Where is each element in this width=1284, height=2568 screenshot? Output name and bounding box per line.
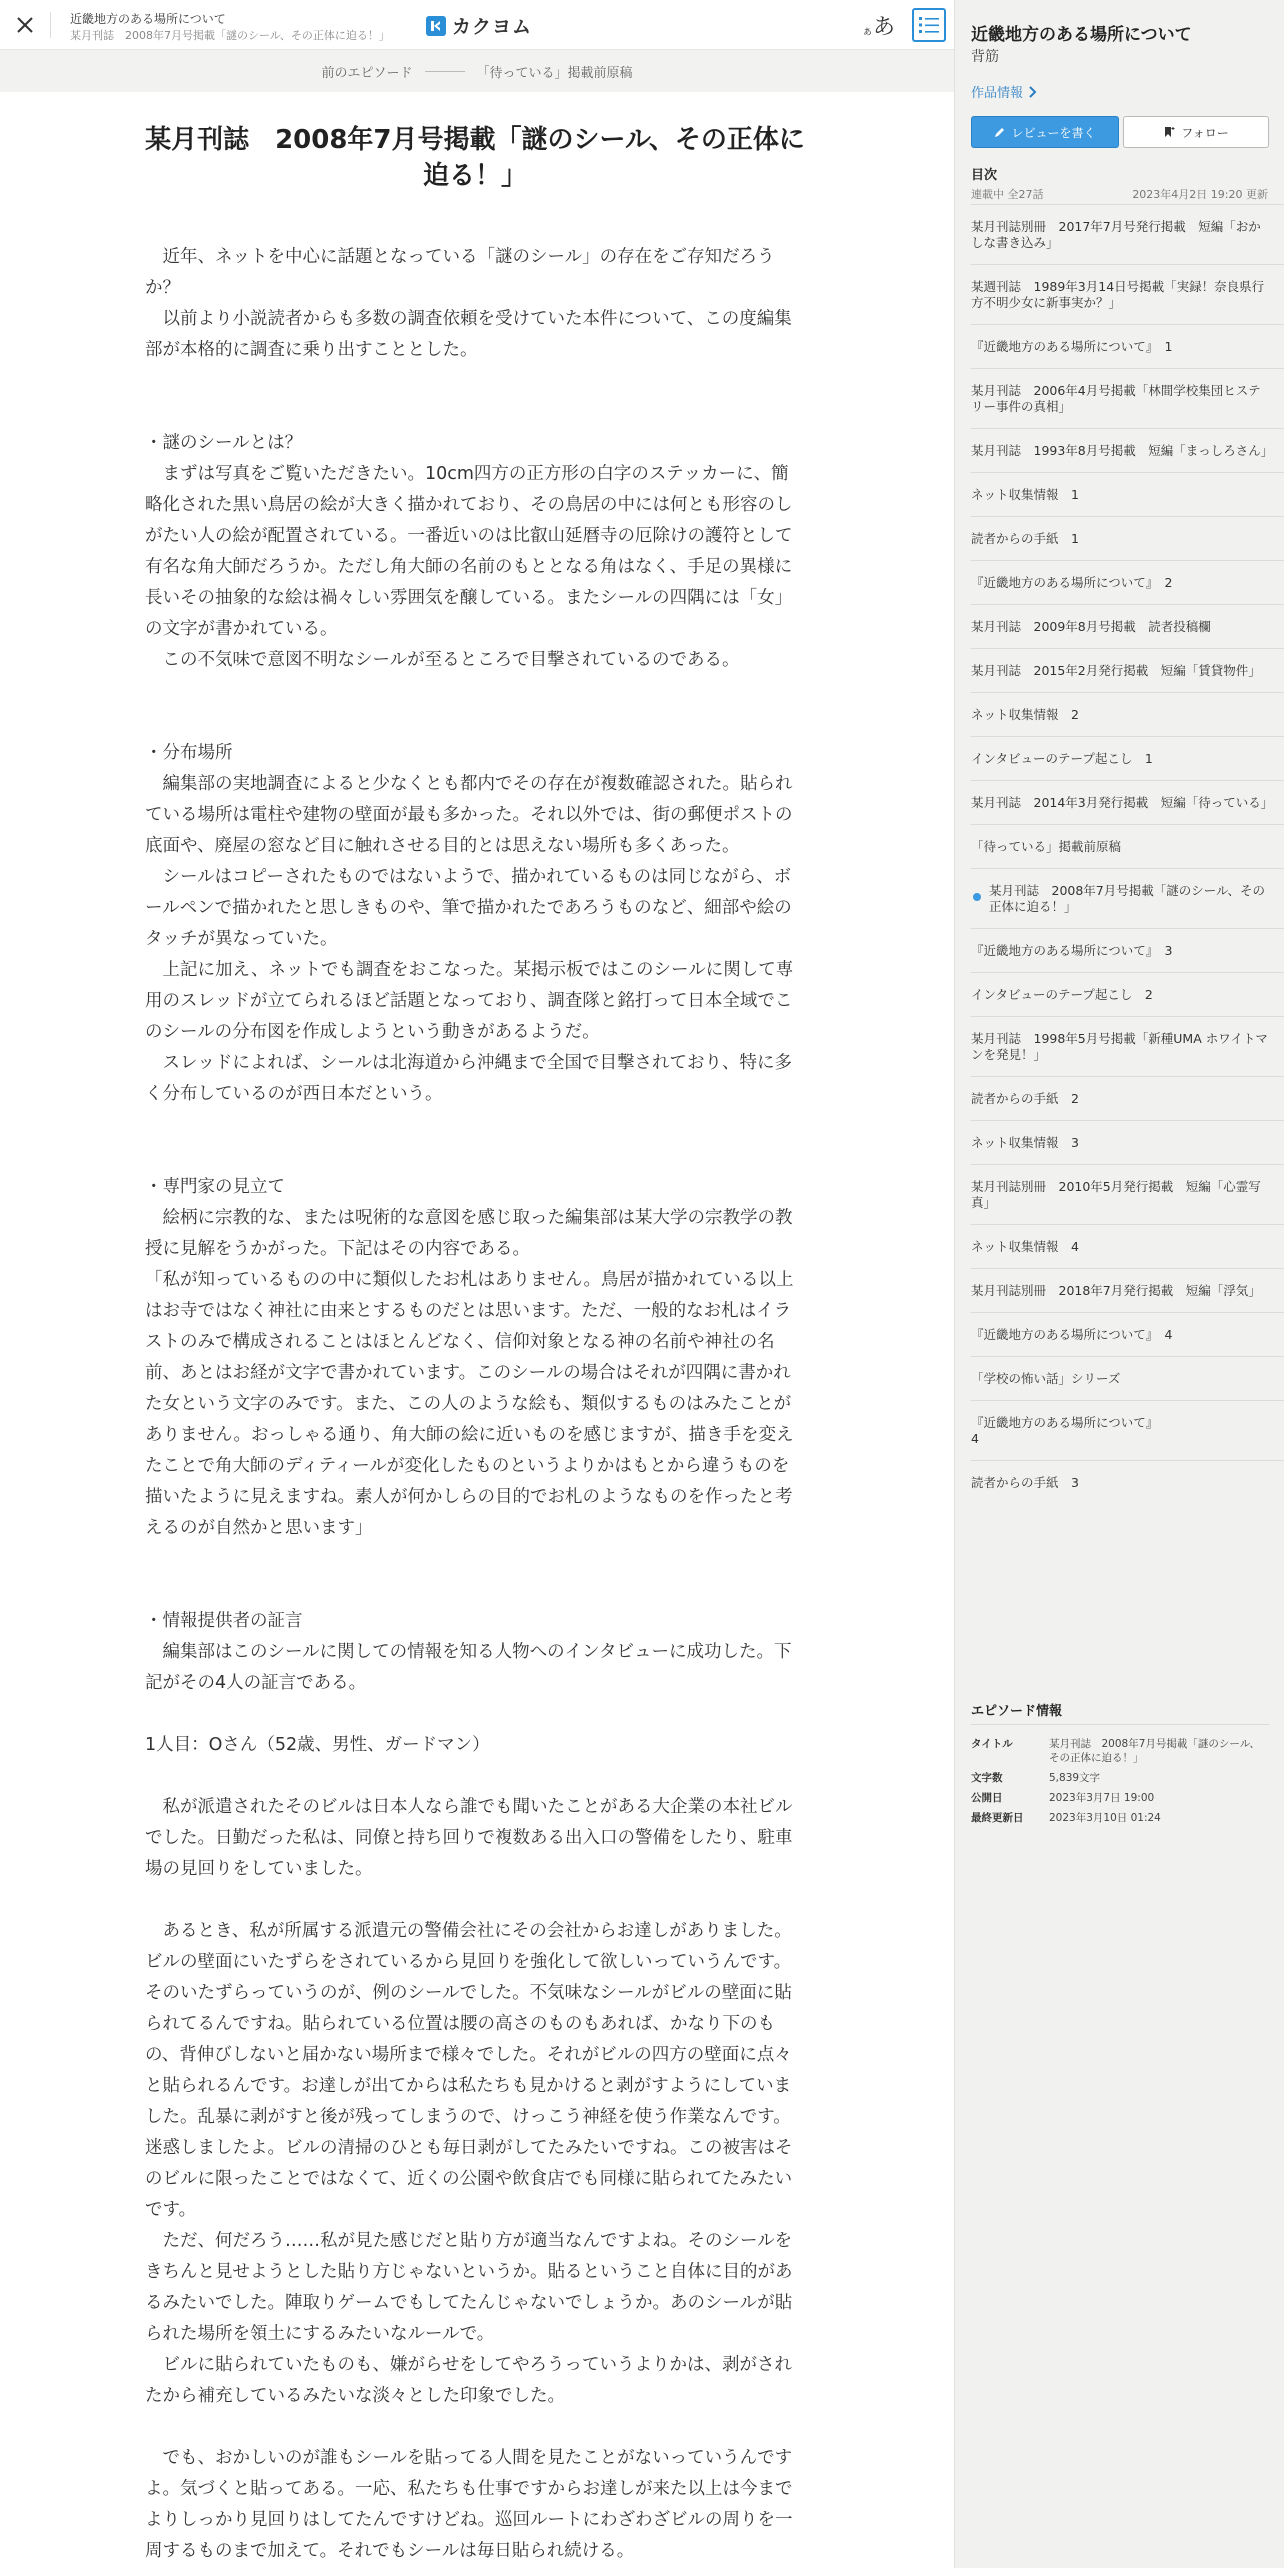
body-paragraph: スレッドによれば、シールは北海道から沖縄まで全国で目撃されており、特に多く分布しているのが西日本だという。	[145, 1053, 792, 1104]
sidebar-author[interactable]: 背筋	[971, 49, 999, 65]
header-episode-title: 某月刊誌 2008年7月号掲載「謎のシール、その正体に迫る！」	[70, 29, 390, 42]
toc-item-label: 「待っている」掲載前原稿	[971, 839, 1122, 854]
toc-item-label: インタビューのテープ起こし 2	[971, 987, 1153, 1002]
toc-item-label: インタビューのテープ起こし 1	[971, 751, 1153, 766]
write-review-button[interactable]	[971, 116, 1119, 148]
toc-item[interactable]	[971, 648, 1284, 692]
header-divider	[50, 12, 51, 38]
episode-info-value: 5,839文字	[1049, 1772, 1101, 1784]
header-work-title[interactable]: 近畿地方のある場所について	[70, 12, 226, 26]
body-paragraph: 私が派遣されたそのビルは日本人なら誰でも聞いたことがある大企業の本社ビルでした。日勤だった私は、同僚と持ち回りで複数ある出入口の警備をしたり、駐車場の見回りをしていました。	[145, 1797, 793, 1879]
toc-item-label: ネット収集情報 2	[971, 707, 1079, 722]
toc-item[interactable]	[971, 824, 1284, 868]
toc-item-label: 某月刊誌別冊 2018年7月発行掲載 短編「浮気」	[971, 1283, 1261, 1298]
toc-item[interactable]	[971, 368, 1284, 428]
episode-info-row	[971, 1737, 1269, 1765]
body-paragraph: ・謎のシールとは？	[145, 433, 303, 453]
episode-body	[0, 92, 954, 2568]
episode-info-row	[971, 1791, 1269, 1805]
toc-item[interactable]	[971, 1120, 1284, 1164]
toc-item[interactable]	[971, 428, 1284, 472]
body-paragraph: 1人目：Oさん（52歳、男性、ガードマン）	[145, 1735, 490, 1755]
font-size-button[interactable]	[862, 10, 895, 41]
toc-item[interactable]	[971, 780, 1284, 824]
toc-item-label: 某月刊誌別冊 2010年5月発行掲載 短編「心霊写真」	[971, 1179, 1261, 1210]
toc-sidebar	[954, 0, 1284, 2568]
body-paragraph	[145, 2412, 795, 2443]
reader-header	[0, 0, 954, 50]
episode-info-key: 文字数	[971, 1772, 1003, 1784]
toc-item[interactable]	[971, 560, 1284, 604]
episode-info-key: タイトル	[971, 1738, 1013, 1750]
toc-item-label: 某週刊誌 1989年3月14日号掲載「実録！奈良県行方不明少女に新事実か？」	[971, 279, 1265, 310]
body-paragraph: ・情報提供者の証言	[145, 1611, 303, 1631]
body-paragraph: でも、おかしいのが誰もシールを貼ってる人間を見たことがないっていうんですよ。気づくと貼ってある。一応、私たちも仕事ですからお達しが来た以上は今までよりしっかり見回りはしてたんですけどね。巡回ルートにわざわざビルの周りを一周するものまで加えて。それでもシールは毎日貼られ続ける。	[145, 2448, 793, 2561]
body-paragraph: ・分布場所	[145, 743, 233, 763]
follow-button[interactable]	[1123, 116, 1269, 148]
logo-mark-icon	[426, 16, 446, 36]
work-info-label: 作品情報	[971, 86, 1024, 101]
body-paragraph: シールはコピーされたものではないようで、描かれているものは同じながら、ボールペンで描かれたと思しきものや、筆で描かれたであろうものなど、細部や絵のタッチが異なっていた。	[145, 867, 792, 949]
episode-info-value: 2023年3月10日 01:24	[1049, 1812, 1161, 1824]
body-paragraph	[145, 1575, 795, 1606]
work-info-link[interactable]	[971, 82, 1037, 101]
body-paragraph: あるとき、私が所属する派遣元の警備会社にその会社からお達しがありました。ビルの壁面にいたずらをされているから見回りを強化して欲しいっていうんです。そのいたずらっていうのが、例のシールでした。不気味なシールがビルの壁面に貼られてるんですね。貼られている位置は腰の高さのものもあれば、かなり下のもの、背伸びしないと届かない場所まで様々でした。それがビルの四方の壁面に点々と貼られるんです。お達しが出てからは私たちも見かけると剥がすようにしていました。乱暴に剥がすと後が残ってしまうので、けっこう神経を使う作業なんです。迷惑しましたよ。ビルの清掃のひとも毎日剥がしてたみたいですね。この被害はそのビルに限ったことではなくて、近くの公園や飲食店でも同様に貼られてたみたいです。	[145, 1921, 793, 2220]
toc-item[interactable]	[971, 1312, 1284, 1356]
body-paragraph	[145, 1141, 795, 1172]
toc-list-icon	[914, 10, 944, 40]
toc-item[interactable]	[971, 1016, 1284, 1076]
body-paragraph: 絵柄に宗教的な、または呪術的な意図を感じ取った編集部は某大学の宗教学の教授に見解をうかがった。下記はその内容である。	[145, 1208, 793, 1259]
current-episode-dot-icon	[973, 893, 981, 901]
logo-text: カクヨム	[452, 16, 533, 38]
toc-item[interactable]	[971, 516, 1284, 560]
close-icon	[12, 12, 38, 38]
toc-item-label: 読者からの手紙 2	[971, 1091, 1079, 1106]
follow-label: フォロー	[1181, 125, 1229, 140]
toc-item-label: 『近畿地方のある場所について』 2	[971, 575, 1173, 590]
toc-item-label: 某月刊誌 2008年7月号掲載「謎のシール、その正体に迫る！」	[989, 883, 1266, 914]
toc-item-label: ネット収集情報 1	[971, 487, 1079, 502]
font-small-glyph: ぁ	[862, 24, 873, 37]
toc-item-label: 『近畿地方のある場所について』 1	[971, 339, 1173, 354]
body-paragraph: ・専門家の見立て	[145, 1177, 285, 1197]
toc-item-label: 某月刊誌別冊 2017年7月号発行掲載 短編「おかしな書き込み」	[971, 219, 1261, 250]
episode-info-heading: エピソード情報	[971, 1704, 1063, 1719]
toc-item-label: 読者からの手紙 3	[971, 1475, 1079, 1490]
previous-episode-link[interactable]	[0, 50, 954, 92]
episode-text	[145, 242, 795, 2567]
close-button[interactable]	[12, 12, 38, 38]
episode-info-table	[971, 1724, 1269, 1831]
toc-item-label: 『近畿地方のある場所について』 4	[971, 1415, 1159, 1446]
episode-info-value: 2023年3月7日 19:00	[1049, 1792, 1155, 1804]
toc-item[interactable]	[971, 1224, 1284, 1268]
body-paragraph: 編集部の実地調査によると少なくとも都内でその存在が複数確認された。貼られている場所は電柱や建物の壁面が最も多かった。それ以外では、街の郵便ポストの底面や、廃屋の窓など目に触れさせる目的とは思えない場所も多くあった。	[145, 774, 793, 856]
last-updated: 2023年4月2日 19:20 更新	[1132, 188, 1268, 201]
episode-info-row	[971, 1771, 1269, 1785]
body-paragraph	[145, 1110, 795, 1141]
prev-episode-label: 前のエピソード	[321, 65, 413, 81]
toc-heading: 目次	[971, 168, 998, 183]
body-paragraph	[145, 1699, 795, 1730]
toc-item-label: 『近畿地方のある場所について』 4	[971, 1327, 1173, 1342]
body-paragraph	[145, 366, 795, 397]
toc-item[interactable]	[971, 1268, 1284, 1312]
sidebar-work-title[interactable]: 近畿地方のある場所について	[971, 25, 1192, 45]
toc-item[interactable]	[971, 604, 1284, 648]
toc-toggle-button[interactable]	[912, 8, 946, 42]
body-paragraph: 編集部はこのシールに関しての情報を知る人物へのインタビューに成功した。下記がその4人の証言である。	[145, 1642, 792, 1693]
toc-item-label: 読者からの手紙 1	[971, 531, 1079, 546]
toc-item[interactable]	[971, 1076, 1284, 1120]
body-paragraph: 上記に加え、ネットでも調査をおこなった。某掲示板ではこのシールに関して専用のスレッドが立てられるほど話題となっており、調査隊と銘打って日本全域でこのシールの分布図を作成しようという動きがあるようだ。	[145, 960, 794, 1042]
toc-item-label: 某月刊誌 2006年4月号掲載「林間学校集団ヒステリー事件の真相」	[971, 383, 1261, 414]
body-paragraph: 以前より小説読者からも多数の調査依頼を受けていた本件について、この度編集部が本格的に調査に乗り出すこととした。	[145, 309, 792, 360]
toc-item-label: 某月刊誌 1993年8月号掲載 短編「まっしろさん」	[971, 443, 1274, 458]
pen-icon	[994, 127, 1005, 138]
toc-item[interactable]	[971, 472, 1284, 516]
kakuyomu-logo[interactable]	[426, 12, 532, 39]
prev-episode-title: 「待っている」掲載前原稿	[476, 65, 633, 81]
toc-list	[971, 204, 1284, 1504]
serial-status: 連載中 全27話	[971, 188, 1044, 201]
body-paragraph	[145, 1544, 795, 1575]
toc-item[interactable]	[971, 928, 1284, 972]
toc-item[interactable]	[971, 692, 1284, 736]
toc-item[interactable]	[971, 324, 1284, 368]
toc-item-label: 「学校の怖い話」シリーズ	[971, 1371, 1121, 1386]
body-paragraph	[145, 707, 795, 738]
toc-item[interactable]	[971, 736, 1284, 780]
toc-item-label: ネット収集情報 3	[971, 1135, 1079, 1150]
body-paragraph: ビルに貼られていたものも、嫌がらせをしてやろうっていうよりかは、剥がされたから補充しているみたいな淡々とした印象でした。	[145, 2355, 792, 2406]
episode-info-row	[971, 1811, 1269, 1825]
toc-item[interactable]	[971, 1164, 1284, 1224]
write-review-label: レビューを書く	[1011, 125, 1096, 140]
toc-item[interactable]	[971, 972, 1284, 1016]
toc-item-label: 某月刊誌 1998年5月号掲載「新種UMA ホワイトマンを発見！」	[971, 1031, 1268, 1062]
body-paragraph	[145, 1761, 795, 1792]
toc-item[interactable]	[971, 1400, 1284, 1460]
body-paragraph: まずは写真をご覧いただきたい。10cm四方の正方形の白字のステッカーに、簡略化された黒い鳥居の絵が大きく描かれており、その鳥居の中には何とも形容のしがたい人の絵が配置されている。一番近いのは比叡山延暦寺の厄除けの護符として有名な角大師だろうか。ただし角大師の名前のもととなる角はなく、手足の異様に長いその抽象的な絵は禍々しい雰囲気を醸している。またシールの四隅には「女」の文字が書かれている。	[145, 464, 793, 639]
prev-episode-divider	[425, 71, 465, 72]
body-paragraph: この不気味で意図不明なシールが至るところで目撃されているのである。	[145, 650, 740, 670]
toc-item[interactable]	[971, 1460, 1284, 1504]
toc-item-label: 『近畿地方のある場所について』 3	[971, 943, 1173, 958]
body-paragraph	[145, 1885, 795, 1916]
toc-item[interactable]	[971, 264, 1284, 324]
episode-info-key: 最終更新日	[971, 1812, 1024, 1824]
episode-title: 某月刊誌 2008年7月号掲載「謎のシール、その正体に迫る！」	[145, 125, 805, 191]
toc-item[interactable]	[971, 204, 1284, 264]
toc-item-label: 某月刊誌 2014年3月発行掲載 短編「待っている」	[971, 795, 1274, 810]
body-paragraph: ただ、何だろう……私が見た感じだと貼り方が適当なんですよね。そのシールをきちんと見せようとした貼り方じゃないというか。貼るということ自体に目的があるみたいでした。陣取りゲームでもしてたんじゃないでしょうか。あのシールが貼られた場所を領土にするみたいなルールで。	[145, 2231, 793, 2344]
body-paragraph	[145, 397, 795, 428]
toc-item[interactable]	[971, 1356, 1284, 1400]
episode-info-value: 某月刊誌 2008年7月号掲載「謎のシール、その正体に迫る！」	[1049, 1738, 1260, 1764]
episode-info-key: 公開日	[971, 1792, 1003, 1804]
chevron-right-icon	[1029, 86, 1037, 98]
toc-item-label: ネット収集情報 4	[971, 1239, 1079, 1254]
body-paragraph: 「私が知っているものの中に類似したお札はありません。鳥居が描かれている以上はお寺ではなく神社に由来とするものだとは思います。ただ、一般的なお札はイラストのみで構成されることはほとんどなく、信仰対象となる神の名前や神社の名前、あとはお経が文字で書かれています。このシールの場合はそれが四隅に書かれた女という文字のみです。また、この人のような絵も、類似するものはみたことがありません。おっしゃる通り、角大師の絵に近いものを感じますが、描き手を変えたことで角大師のディティールが変化したものというよりかはもとから違うものを描いたように見えますね。素人が何かしらの目的でお札のようなものを作ったと考えるのが自然かと思います」	[145, 1270, 794, 1538]
body-paragraph	[145, 676, 795, 707]
font-large-glyph: あ	[873, 15, 896, 40]
toc-item-label: 某月刊誌 2009年8月号掲載 読者投稿欄	[971, 619, 1211, 634]
toc-item-label: 某月刊誌 2015年2月発行掲載 短編「賃貸物件」	[971, 663, 1261, 678]
bookmark-plus-icon	[1163, 126, 1175, 138]
body-paragraph: 近年、ネットを中心に話題となっている「謎のシール」の存在をご存知だろうか？	[145, 247, 775, 298]
toc-item-current[interactable]	[971, 868, 1284, 928]
